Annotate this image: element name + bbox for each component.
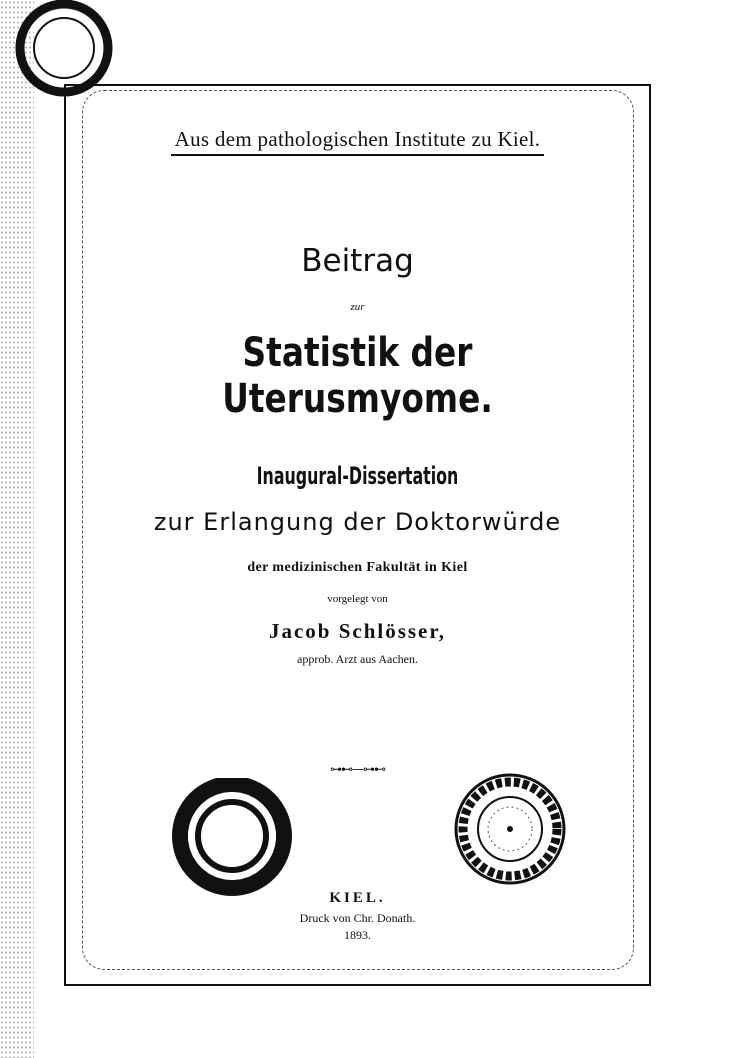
author-title: approb. Arzt aus Aachen. <box>297 652 418 666</box>
submitted-by: vorgelegt von <box>327 593 388 605</box>
publication-year: 1893. <box>344 928 371 942</box>
purpose-line: zur Erlangung der Doktorwürde <box>153 508 562 536</box>
donation-stamp <box>172 778 294 896</box>
dissertation-line: Inaugural-Dissertation <box>256 462 459 490</box>
faculty-line: der medizinischen Fakultät in Kiel <box>247 560 468 575</box>
main-title: Statistik der Uterusmyome. <box>222 330 493 422</box>
connector-zur: zur <box>350 301 365 313</box>
scan-edge-noise <box>0 0 34 1058</box>
printer-line: Druck von Chr. Donath. <box>299 911 416 925</box>
place-of-publication: KIEL. <box>329 890 386 906</box>
heading-beitrag: Beitrag <box>301 243 414 279</box>
institute-line: Aus dem pathologischen Institute zu Kiel. <box>64 127 651 152</box>
author-name: Jacob Schlösser, <box>268 619 447 643</box>
library-stamp-roma <box>448 770 574 890</box>
ornament-divider: ⊶⊷—⊶⊷ <box>330 762 385 776</box>
